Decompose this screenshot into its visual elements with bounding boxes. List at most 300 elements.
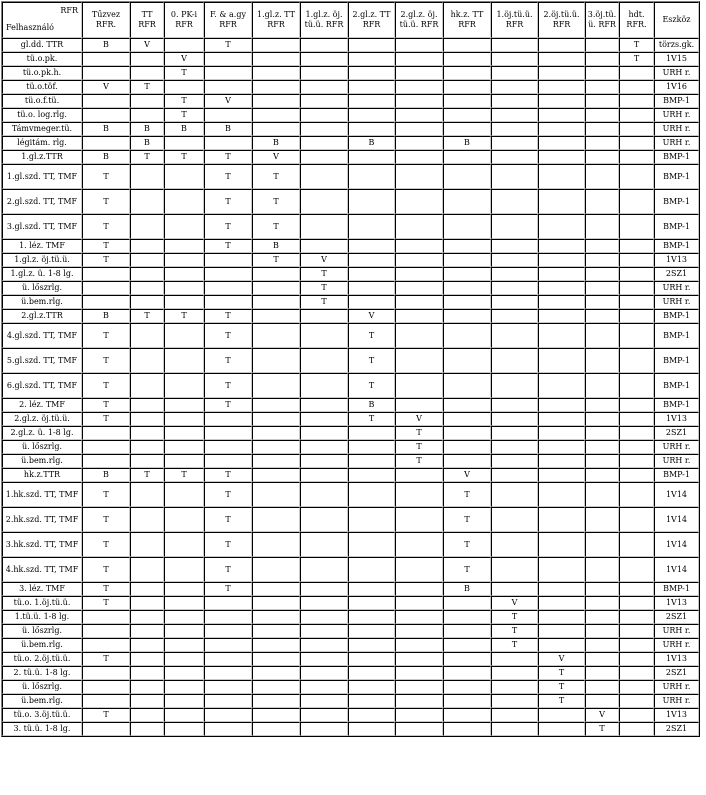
role-cell: T — [82, 253, 130, 267]
role-cell — [619, 507, 654, 532]
column-header: 2.gl.z. TT RFR — [348, 2, 395, 38]
role-cell — [619, 122, 654, 136]
role-cell — [348, 666, 395, 680]
role-cell — [585, 666, 619, 680]
role-cell: T — [619, 52, 654, 66]
role-cell — [130, 638, 164, 652]
role-cell — [395, 596, 443, 610]
role-cell: T — [252, 253, 300, 267]
row-user-label: 4.gl.szd. TT, TMF — [2, 323, 82, 348]
role-cell: T — [491, 624, 538, 638]
row-user-label: 1. léz. TMF — [2, 239, 82, 253]
role-cell — [538, 610, 585, 624]
row-tool-label: BMP-1 — [654, 239, 699, 253]
role-cell — [538, 624, 585, 638]
column-header: hk.z. TT RFR — [443, 2, 491, 38]
role-cell — [619, 267, 654, 281]
role-cell — [130, 323, 164, 348]
role-cell — [491, 267, 538, 281]
role-cell — [204, 426, 252, 440]
role-cell — [395, 694, 443, 708]
role-cell — [204, 596, 252, 610]
role-cell — [348, 694, 395, 708]
role-cell: T — [348, 348, 395, 373]
role-cell — [619, 164, 654, 189]
row-tool-label: BMP-1 — [654, 468, 699, 482]
row-user-label: tü.o.f.tü. — [2, 94, 82, 108]
role-cell — [348, 239, 395, 253]
role-cell: T — [300, 281, 348, 295]
role-cell: T — [585, 722, 619, 736]
role-cell — [443, 38, 491, 52]
role-cell: T — [204, 239, 252, 253]
role-cell — [204, 295, 252, 309]
role-cell — [491, 38, 538, 52]
role-cell: B — [130, 122, 164, 136]
table-row — [2, 239, 699, 253]
role-cell — [443, 412, 491, 426]
role-cell — [491, 398, 538, 412]
table-row — [2, 652, 699, 666]
table-row — [2, 398, 699, 412]
role-cell — [348, 610, 395, 624]
role-cell — [491, 708, 538, 722]
table-row — [2, 94, 699, 108]
role-cell — [252, 80, 300, 94]
role-cell: T — [204, 348, 252, 373]
role-cell — [395, 624, 443, 638]
role-cell — [348, 680, 395, 694]
role-cell: T — [82, 373, 130, 398]
row-tool-label: URH r. — [654, 454, 699, 468]
role-cell — [130, 239, 164, 253]
role-cell — [130, 398, 164, 412]
role-cell — [585, 309, 619, 323]
row-tool-label: BMP-1 — [654, 150, 699, 164]
role-cell — [348, 253, 395, 267]
role-cell — [619, 309, 654, 323]
role-cell — [585, 596, 619, 610]
row-user-label: 2.gl.z. ü. 1-8 lg. — [2, 426, 82, 440]
role-cell — [252, 708, 300, 722]
role-cell — [130, 722, 164, 736]
role-cell — [164, 295, 204, 309]
role-cell — [491, 164, 538, 189]
role-cell — [443, 281, 491, 295]
role-cell: V — [204, 94, 252, 108]
role-cell — [395, 52, 443, 66]
role-cell — [348, 164, 395, 189]
role-cell — [164, 267, 204, 281]
role-cell — [252, 454, 300, 468]
row-user-label: ü.bem.rlg. — [2, 295, 82, 309]
role-cell: T — [130, 468, 164, 482]
role-cell — [130, 532, 164, 557]
role-cell — [300, 412, 348, 426]
table-row — [2, 426, 699, 440]
role-cell: V — [443, 468, 491, 482]
table-row — [2, 624, 699, 638]
role-cell — [395, 557, 443, 582]
role-cell — [204, 136, 252, 150]
role-cell — [585, 638, 619, 652]
role-cell — [443, 373, 491, 398]
role-cell — [619, 189, 654, 214]
role-cell — [164, 164, 204, 189]
role-cell — [395, 80, 443, 94]
row-user-label: 3.gl.szd. TT, TMF — [2, 214, 82, 239]
row-tool-label: 1V14 — [654, 532, 699, 557]
table-row — [2, 507, 699, 532]
row-user-label: 2.hk.szd. TT, TMF — [2, 507, 82, 532]
role-cell — [585, 267, 619, 281]
role-cell — [619, 666, 654, 680]
role-cell — [585, 150, 619, 164]
role-cell — [252, 532, 300, 557]
table-row — [2, 150, 699, 164]
role-cell — [585, 468, 619, 482]
role-cell — [585, 557, 619, 582]
role-cell — [538, 440, 585, 454]
role-cell — [204, 253, 252, 267]
table-row — [2, 582, 699, 596]
role-cell: T — [204, 557, 252, 582]
role-cell — [164, 398, 204, 412]
role-cell: B — [130, 136, 164, 150]
role-cell: T — [300, 267, 348, 281]
role-cell: V — [395, 412, 443, 426]
role-cell — [491, 323, 538, 348]
row-tool-label: URH r. — [654, 281, 699, 295]
row-tool-label: 1V14 — [654, 507, 699, 532]
role-cell — [82, 66, 130, 80]
role-cell — [130, 295, 164, 309]
role-cell — [348, 582, 395, 596]
role-cell — [443, 440, 491, 454]
table-row — [2, 454, 699, 468]
role-cell — [538, 66, 585, 80]
role-cell — [164, 582, 204, 596]
role-cell — [619, 694, 654, 708]
role-cell — [130, 482, 164, 507]
row-user-label: 1.hk.szd. TT, TMF — [2, 482, 82, 507]
column-header: 1.gl.z. TT RFR — [252, 2, 300, 38]
role-cell — [130, 507, 164, 532]
role-cell — [443, 80, 491, 94]
role-cell — [395, 373, 443, 398]
role-cell — [538, 532, 585, 557]
column-header: 2.öj.tü.ü. RFR — [538, 2, 585, 38]
role-cell: T — [204, 482, 252, 507]
role-cell — [443, 323, 491, 348]
row-user-label: 3. tü.ü. 1-8 lg. — [2, 722, 82, 736]
role-cell — [619, 652, 654, 666]
role-cell: T — [204, 507, 252, 532]
corner-rfr-label: RFR — [60, 6, 78, 15]
role-cell — [395, 253, 443, 267]
role-cell — [164, 348, 204, 373]
role-cell — [395, 680, 443, 694]
role-cell — [585, 239, 619, 253]
role-cell — [252, 122, 300, 136]
table-row — [2, 680, 699, 694]
role-cell — [443, 596, 491, 610]
role-cell — [585, 694, 619, 708]
role-cell — [585, 136, 619, 150]
role-cell — [252, 557, 300, 582]
table-row — [2, 52, 699, 66]
role-cell — [164, 666, 204, 680]
row-tool-label: BMP-1 — [654, 398, 699, 412]
role-cell — [443, 164, 491, 189]
role-cell — [538, 239, 585, 253]
row-user-label: tü.o.töf. — [2, 80, 82, 94]
row-tool-label: URH r. — [654, 295, 699, 309]
role-cell — [619, 80, 654, 94]
role-cell — [395, 108, 443, 122]
role-cell — [164, 253, 204, 267]
role-cell — [619, 468, 654, 482]
role-cell — [348, 122, 395, 136]
row-user-label: 2.gl.z. öj.tü.ü. — [2, 412, 82, 426]
table-row — [2, 666, 699, 680]
role-cell: B — [443, 582, 491, 596]
role-cell — [538, 164, 585, 189]
role-cell — [252, 610, 300, 624]
role-cell — [395, 122, 443, 136]
role-cell — [164, 189, 204, 214]
role-cell — [443, 189, 491, 214]
role-cell — [619, 398, 654, 412]
row-tool-label: 2SZ1 — [654, 610, 699, 624]
role-cell — [538, 348, 585, 373]
role-cell — [538, 295, 585, 309]
role-cell — [164, 38, 204, 52]
role-cell — [585, 122, 619, 136]
row-user-label: 4.hk.szd. TT, TMF — [2, 557, 82, 582]
role-cell: T — [82, 398, 130, 412]
table-row — [2, 708, 699, 722]
role-cell — [348, 38, 395, 52]
role-cell — [395, 309, 443, 323]
role-cell — [130, 267, 164, 281]
role-cell — [619, 281, 654, 295]
table-row — [2, 532, 699, 557]
role-cell — [82, 52, 130, 66]
role-cell — [443, 426, 491, 440]
table-row — [2, 253, 699, 267]
role-cell — [130, 108, 164, 122]
row-tool-label: URH r. — [654, 694, 699, 708]
table-row — [2, 722, 699, 736]
role-cell — [164, 507, 204, 532]
role-cell: T — [204, 373, 252, 398]
role-cell: T — [252, 214, 300, 239]
row-user-label: ü. lőszrlg. — [2, 440, 82, 454]
role-cell: T — [82, 323, 130, 348]
rfr-assignment-table — [1, 1, 700, 737]
role-cell: T — [204, 582, 252, 596]
role-cell — [164, 239, 204, 253]
role-cell — [443, 52, 491, 66]
role-cell — [585, 624, 619, 638]
role-cell: T — [204, 532, 252, 557]
role-cell — [130, 582, 164, 596]
role-cell — [491, 239, 538, 253]
role-cell: V — [585, 708, 619, 722]
role-cell — [443, 666, 491, 680]
row-user-label: tü.o.pk. — [2, 52, 82, 66]
role-cell — [252, 468, 300, 482]
role-cell — [300, 348, 348, 373]
role-cell — [491, 150, 538, 164]
row-tool-label: BMP-1 — [654, 348, 699, 373]
role-cell — [491, 680, 538, 694]
role-cell — [585, 164, 619, 189]
row-tool-label: URH r. — [654, 638, 699, 652]
role-cell — [491, 412, 538, 426]
role-cell: T — [164, 468, 204, 482]
role-cell — [300, 373, 348, 398]
role-cell: T — [395, 440, 443, 454]
role-cell — [82, 680, 130, 694]
column-header: 2.gl.z. öj. tü.ü. RFR — [395, 2, 443, 38]
column-header: 0. PK-i RFR — [164, 2, 204, 38]
role-cell — [395, 482, 443, 507]
role-cell — [538, 468, 585, 482]
column-header: F. & a.gy RFR — [204, 2, 252, 38]
role-cell — [300, 666, 348, 680]
role-cell — [204, 666, 252, 680]
role-cell — [300, 108, 348, 122]
role-cell — [300, 468, 348, 482]
role-cell — [585, 253, 619, 267]
role-cell — [252, 281, 300, 295]
role-cell — [204, 440, 252, 454]
role-cell — [204, 66, 252, 80]
role-cell: T — [491, 610, 538, 624]
table-row — [2, 323, 699, 348]
role-cell — [130, 66, 164, 80]
role-cell — [300, 557, 348, 582]
role-cell: T — [395, 454, 443, 468]
role-cell — [82, 666, 130, 680]
row-user-label: tü.o. 1.öj.tü.ü. — [2, 596, 82, 610]
row-user-label: 2.gl.szd. TT, TMF — [2, 189, 82, 214]
role-cell — [204, 412, 252, 426]
role-cell — [585, 373, 619, 398]
role-cell — [619, 295, 654, 309]
role-cell — [538, 309, 585, 323]
role-cell — [443, 680, 491, 694]
role-cell — [130, 253, 164, 267]
role-cell: B — [443, 136, 491, 150]
table-row — [2, 468, 699, 482]
role-cell — [130, 680, 164, 694]
table-row — [2, 596, 699, 610]
role-cell — [619, 708, 654, 722]
role-cell — [585, 482, 619, 507]
role-cell — [348, 189, 395, 214]
role-cell — [348, 624, 395, 638]
role-cell — [164, 722, 204, 736]
role-cell — [619, 239, 654, 253]
role-cell — [443, 295, 491, 309]
role-cell — [395, 468, 443, 482]
role-cell — [443, 267, 491, 281]
role-cell — [164, 532, 204, 557]
row-user-label: 1.tü.ü. 1-8 lg. — [2, 610, 82, 624]
role-cell: T — [348, 323, 395, 348]
role-cell: T — [82, 189, 130, 214]
role-cell — [491, 122, 538, 136]
role-cell — [491, 482, 538, 507]
role-cell — [164, 440, 204, 454]
role-cell — [164, 214, 204, 239]
role-cell — [252, 596, 300, 610]
role-cell — [252, 624, 300, 638]
role-cell — [619, 440, 654, 454]
role-cell — [585, 348, 619, 373]
role-cell — [443, 348, 491, 373]
role-cell — [585, 652, 619, 666]
row-user-label: 2. tü.ü. 1-8 lg. — [2, 666, 82, 680]
role-cell — [164, 624, 204, 638]
row-user-label: 2.gl.z.TTR — [2, 309, 82, 323]
role-cell — [619, 582, 654, 596]
role-cell — [585, 507, 619, 532]
role-cell — [585, 80, 619, 94]
role-cell — [491, 214, 538, 239]
role-cell — [395, 666, 443, 680]
role-cell — [538, 638, 585, 652]
role-cell — [204, 638, 252, 652]
role-cell — [538, 323, 585, 348]
role-cell: T — [82, 532, 130, 557]
role-cell — [538, 582, 585, 596]
role-cell — [204, 454, 252, 468]
role-cell — [538, 281, 585, 295]
role-cell — [82, 426, 130, 440]
role-cell — [130, 610, 164, 624]
column-header: Eszköz — [654, 2, 699, 38]
role-cell — [538, 136, 585, 150]
row-tool-label: 1V13 — [654, 652, 699, 666]
role-cell — [395, 582, 443, 596]
role-cell — [164, 596, 204, 610]
role-cell — [252, 694, 300, 708]
role-cell — [395, 722, 443, 736]
role-cell: V — [538, 652, 585, 666]
role-cell — [395, 295, 443, 309]
role-cell — [395, 189, 443, 214]
role-cell — [130, 596, 164, 610]
role-cell — [585, 440, 619, 454]
role-cell — [395, 94, 443, 108]
role-cell — [130, 557, 164, 582]
role-cell — [252, 652, 300, 666]
row-tool-label: 1V13 — [654, 708, 699, 722]
row-user-label: ü.bem.rlg. — [2, 454, 82, 468]
row-user-label: tü.o. 2.öj.tü.ü. — [2, 652, 82, 666]
role-cell — [619, 373, 654, 398]
role-cell — [348, 638, 395, 652]
role-cell — [491, 652, 538, 666]
role-cell — [585, 66, 619, 80]
role-cell — [585, 680, 619, 694]
role-cell — [252, 373, 300, 398]
row-user-label: ü. lőszrlg. — [2, 680, 82, 694]
